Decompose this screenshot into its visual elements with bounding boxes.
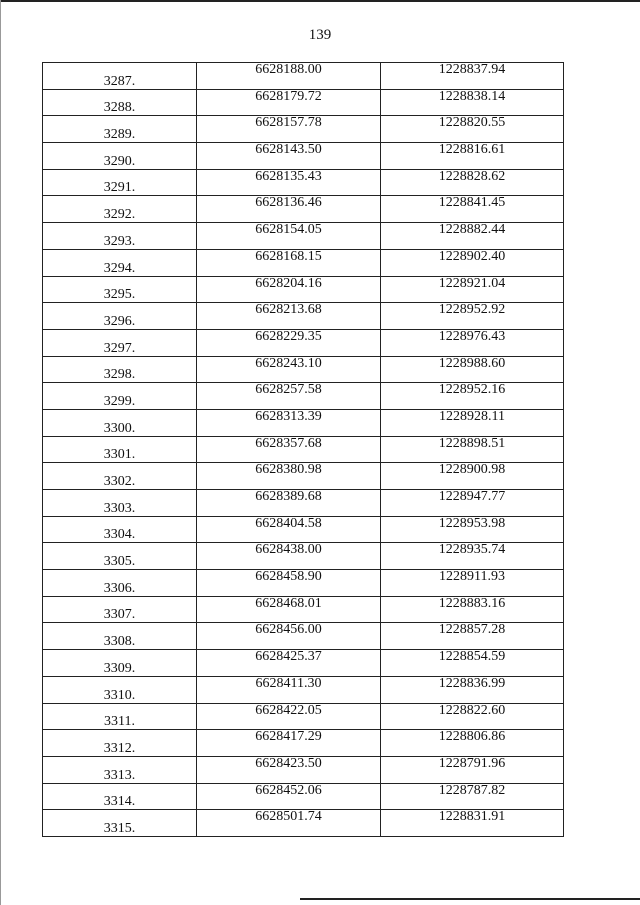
x-coordinate-cell: 6628389.68 xyxy=(197,490,381,517)
point-number-cell: 3309. xyxy=(43,650,197,677)
x-coordinate-cell: 6628411.30 xyxy=(197,676,381,703)
table-row xyxy=(43,596,564,623)
x-coordinate-cell: 6628404.58 xyxy=(197,516,381,543)
table-row xyxy=(43,249,564,276)
table-row xyxy=(43,703,564,730)
table-row xyxy=(43,436,564,463)
y-coordinate-cell: 1228838.14 xyxy=(381,89,564,116)
y-coordinate-cell: 1228831.91 xyxy=(381,810,564,837)
y-coordinate-cell: 1228854.59 xyxy=(381,650,564,677)
x-coordinate-cell: 6628422.05 xyxy=(197,703,381,730)
y-coordinate-cell: 1228883.16 xyxy=(381,596,564,623)
table-row xyxy=(43,463,564,490)
table-row xyxy=(43,303,564,330)
table-row xyxy=(43,143,564,170)
point-number-cell: 3303. xyxy=(43,490,197,517)
point-number-cell: 3292. xyxy=(43,196,197,223)
y-coordinate-cell: 1228952.92 xyxy=(381,303,564,330)
y-coordinate-cell: 1228882.44 xyxy=(381,223,564,250)
x-coordinate-cell: 6628417.29 xyxy=(197,730,381,757)
table-row xyxy=(43,783,564,810)
table-row xyxy=(43,730,564,757)
y-coordinate-cell: 1228898.51 xyxy=(381,436,564,463)
x-coordinate-cell: 6628204.16 xyxy=(197,276,381,303)
point-number-cell: 3305. xyxy=(43,543,197,570)
point-number-cell: 3313. xyxy=(43,756,197,783)
y-coordinate-cell: 1228822.60 xyxy=(381,703,564,730)
table-row xyxy=(43,116,564,143)
x-coordinate-cell: 6628213.68 xyxy=(197,303,381,330)
coordinates-table-body xyxy=(43,63,564,837)
y-coordinate-cell: 1228837.94 xyxy=(381,63,564,90)
x-coordinate-cell: 6628438.00 xyxy=(197,543,381,570)
point-number-cell: 3287. xyxy=(43,63,197,90)
x-coordinate-cell: 6628157.78 xyxy=(197,116,381,143)
point-number-cell: 3299. xyxy=(43,383,197,410)
x-coordinate-cell: 6628425.37 xyxy=(197,650,381,677)
table-row xyxy=(43,196,564,223)
table-row xyxy=(43,490,564,517)
x-coordinate-cell: 6628154.05 xyxy=(197,223,381,250)
table-row xyxy=(43,89,564,116)
x-coordinate-cell: 6628357.68 xyxy=(197,436,381,463)
point-number-cell: 3294. xyxy=(43,249,197,276)
y-coordinate-cell: 1228947.77 xyxy=(381,490,564,517)
point-number-cell: 3307. xyxy=(43,596,197,623)
y-coordinate-cell: 1228828.62 xyxy=(381,169,564,196)
table-row xyxy=(43,756,564,783)
table-row xyxy=(43,356,564,383)
point-number-cell: 3296. xyxy=(43,303,197,330)
y-coordinate-cell: 1228787.82 xyxy=(381,783,564,810)
y-coordinate-cell: 1228900.98 xyxy=(381,463,564,490)
x-coordinate-cell: 6628168.15 xyxy=(197,249,381,276)
point-number-cell: 3295. xyxy=(43,276,197,303)
page-bottom-edge xyxy=(300,898,640,900)
point-number-cell: 3290. xyxy=(43,143,197,170)
y-coordinate-cell: 1228857.28 xyxy=(381,623,564,650)
table-row xyxy=(43,676,564,703)
table-row xyxy=(43,276,564,303)
x-coordinate-cell: 6628380.98 xyxy=(197,463,381,490)
point-number-cell: 3297. xyxy=(43,329,197,356)
point-number-cell: 3300. xyxy=(43,409,197,436)
x-coordinate-cell: 6628456.00 xyxy=(197,623,381,650)
y-coordinate-cell: 1228820.55 xyxy=(381,116,564,143)
y-coordinate-cell: 1228988.60 xyxy=(381,356,564,383)
point-number-cell: 3314. xyxy=(43,783,197,810)
table-row xyxy=(43,409,564,436)
table-row xyxy=(43,516,564,543)
x-coordinate-cell: 6628458.90 xyxy=(197,570,381,597)
x-coordinate-cell: 6628143.50 xyxy=(197,143,381,170)
x-coordinate-cell: 6628423.50 xyxy=(197,756,381,783)
x-coordinate-cell: 6628179.72 xyxy=(197,89,381,116)
point-number-cell: 3288. xyxy=(43,89,197,116)
page-left-edge xyxy=(0,0,1,905)
y-coordinate-cell: 1228921.04 xyxy=(381,276,564,303)
point-number-cell: 3310. xyxy=(43,676,197,703)
table-row xyxy=(43,543,564,570)
y-coordinate-cell: 1228928.11 xyxy=(381,409,564,436)
point-number-cell: 3291. xyxy=(43,169,197,196)
point-number-cell: 3293. xyxy=(43,223,197,250)
y-coordinate-cell: 1228806.86 xyxy=(381,730,564,757)
x-coordinate-cell: 6628243.10 xyxy=(197,356,381,383)
y-coordinate-cell: 1228952.16 xyxy=(381,383,564,410)
point-number-cell: 3308. xyxy=(43,623,197,650)
table-row xyxy=(43,810,564,837)
x-coordinate-cell: 6628136.46 xyxy=(197,196,381,223)
point-number-cell: 3304. xyxy=(43,516,197,543)
table-row xyxy=(43,623,564,650)
y-coordinate-cell: 1228816.61 xyxy=(381,143,564,170)
table-row xyxy=(43,650,564,677)
table-row xyxy=(43,63,564,90)
x-coordinate-cell: 6628135.43 xyxy=(197,169,381,196)
point-number-cell: 3302. xyxy=(43,463,197,490)
y-coordinate-cell: 1228911.93 xyxy=(381,570,564,597)
x-coordinate-cell: 6628257.58 xyxy=(197,383,381,410)
point-number-cell: 3301. xyxy=(43,436,197,463)
page-number: 139 xyxy=(308,27,332,43)
coordinates-table xyxy=(42,62,564,837)
page-top-edge xyxy=(0,0,640,2)
point-number-cell: 3298. xyxy=(43,356,197,383)
x-coordinate-cell: 6628229.35 xyxy=(197,329,381,356)
table-row xyxy=(43,383,564,410)
point-number-cell: 3306. xyxy=(43,570,197,597)
x-coordinate-cell: 6628452.06 xyxy=(197,783,381,810)
point-number-cell: 3311. xyxy=(43,703,197,730)
y-coordinate-cell: 1228935.74 xyxy=(381,543,564,570)
point-number-cell: 3289. xyxy=(43,116,197,143)
y-coordinate-cell: 1228841.45 xyxy=(381,196,564,223)
x-coordinate-cell: 6628313.39 xyxy=(197,409,381,436)
y-coordinate-cell: 1228976.43 xyxy=(381,329,564,356)
point-number-cell: 3315. xyxy=(43,810,197,837)
table-row xyxy=(43,169,564,196)
x-coordinate-cell: 6628501.74 xyxy=(197,810,381,837)
y-coordinate-cell: 1228836.99 xyxy=(381,676,564,703)
table-row xyxy=(43,329,564,356)
x-coordinate-cell: 6628188.00 xyxy=(197,63,381,90)
point-number-cell: 3312. xyxy=(43,730,197,757)
y-coordinate-cell: 1228902.40 xyxy=(381,249,564,276)
y-coordinate-cell: 1228953.98 xyxy=(381,516,564,543)
y-coordinate-cell: 1228791.96 xyxy=(381,756,564,783)
table-row xyxy=(43,223,564,250)
x-coordinate-cell: 6628468.01 xyxy=(197,596,381,623)
table-row xyxy=(43,570,564,597)
